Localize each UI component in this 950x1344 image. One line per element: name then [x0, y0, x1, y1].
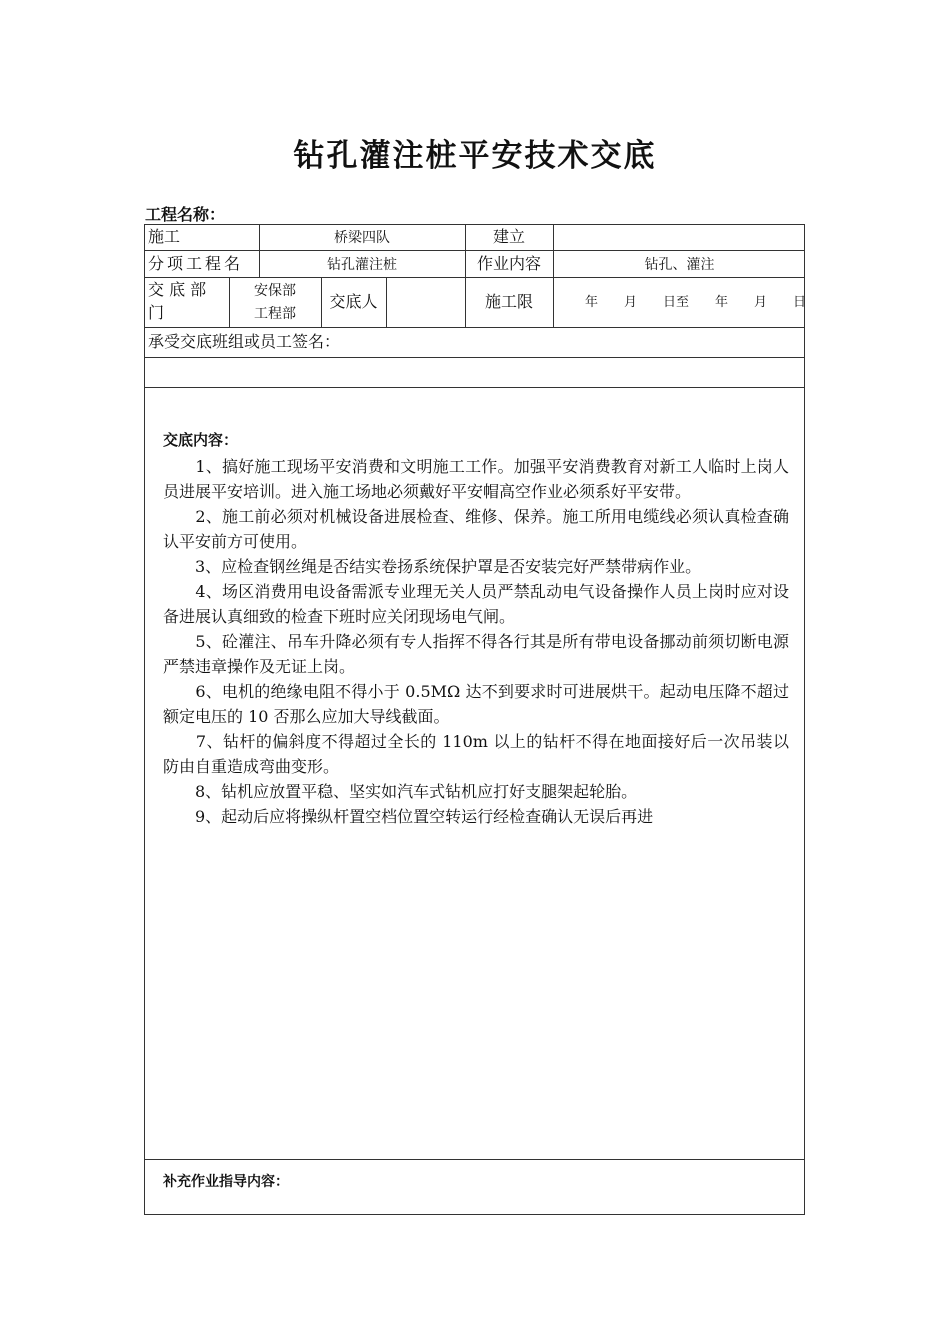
- document-title: 钻孔灌注桩平安技术交底: [293, 138, 657, 174]
- work-content-label: 作业内容: [476, 254, 541, 273]
- table-row-divider: [145, 387, 804, 388]
- content-item: 6、电机的绝缘电阻不得小于 0.5MΩ 达不到要求时可进展烘干。起动电压降不超过额定电压的 10 否那么应加大导线截面。: [163, 682, 789, 726]
- discloser-label: 交底人: [329, 292, 378, 311]
- subproject-value: 钻孔灌注桩: [327, 257, 397, 273]
- content-item: 7、钻杆的偏斜度不得超过全长的 110m 以上的钻杆不得在地面接好后一次吊装以防由自重造成弯曲变形。: [163, 732, 789, 776]
- content-item: 2、施工前必须对机械设备进展检查、维修、保养。施工所用电缆线必须认真检查确认平安前方可使用。: [163, 507, 789, 551]
- content-item: 9、起动后应将操纵杆置空档位置空转运行经检查确认无误后再进: [163, 807, 654, 826]
- table-col-divider: [386, 277, 387, 327]
- construction-period-label: 施工限: [484, 292, 533, 311]
- disclosure-table: [144, 224, 805, 1215]
- content-body: [163, 454, 789, 829]
- signature-label: 承受交底班组或员工签名：: [148, 332, 341, 351]
- establish-label: 建立: [492, 227, 525, 246]
- content-item: 8、钻机应放置平稳、坚实如汽车式钻机应打好支腿架起轮胎。: [163, 782, 638, 801]
- subproject-label: 分项工程名: [148, 254, 244, 273]
- department-label-line1: 交 底 部: [148, 280, 207, 299]
- content-item: 1、搞好施工现场平安消费和文明施工工作。加强平安消费教育对新工人临时上岗人员进展平安培训。进入施工场地必须戴好平安帽高空作业必须系好平安带。: [163, 457, 789, 501]
- department-value-line2: 工程部: [254, 306, 296, 322]
- table-row-divider: [145, 327, 804, 328]
- construction-label: 施工: [148, 227, 181, 246]
- work-content-value: 钻孔、灌注: [644, 257, 715, 273]
- project-name-label: 工程名称：: [145, 205, 226, 224]
- supplement-label: 补充作业指导内容：: [163, 1174, 289, 1190]
- content-item: 4、场区消费用电设备需派专业理无关人员严禁乱动电气设备操作人员上岗时应对设备进展认真细致的检查下班时应关闭现场电气闸。: [163, 582, 789, 626]
- department-value-line1: 安保部: [254, 283, 296, 299]
- table-row-divider: [145, 1159, 804, 1160]
- department-label-line2: 门: [148, 303, 165, 322]
- construction-team-value: 桥梁四队: [334, 230, 390, 246]
- content-item: 5、砼灌注、吊车升降必须有专人指挥不得各行其是所有带电设备挪动前须切断电源严禁违章操作及无证上岗。: [163, 632, 789, 676]
- table-row-divider: [145, 277, 804, 278]
- content-item: 3、应检查钢丝绳是否结实卷扬系统保护罩是否安装完好严禁带病作业。: [163, 557, 702, 576]
- content-heading: 交底内容：: [163, 431, 239, 449]
- construction-period-dates: 年 月 日至 年 月 日: [584, 295, 806, 310]
- table-row-divider: [145, 357, 804, 358]
- table-row-divider: [145, 250, 804, 251]
